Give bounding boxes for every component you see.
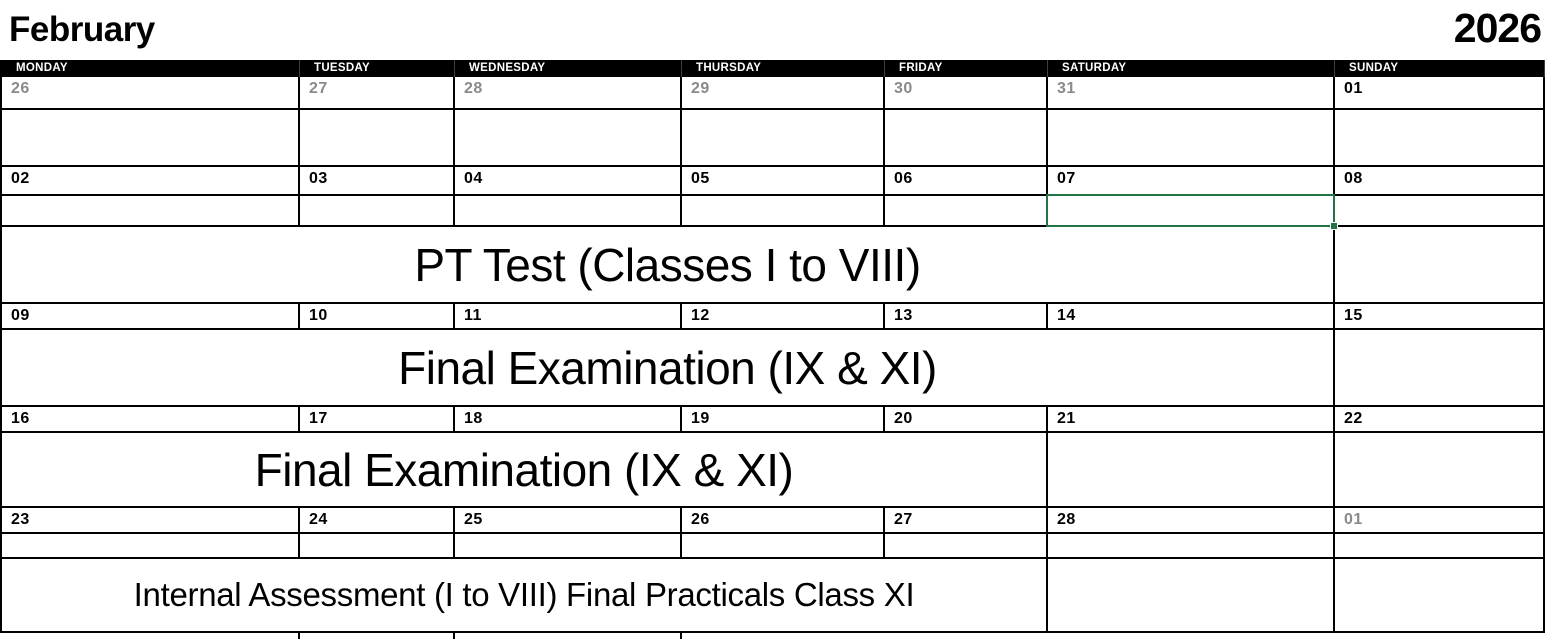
date-cell[interactable]: 09	[2, 304, 300, 328]
week5-blank-row	[2, 534, 1545, 559]
blank-cell[interactable]	[1048, 559, 1335, 631]
week2-blank-row	[2, 196, 1545, 227]
date-cell[interactable]: 30	[885, 77, 1048, 108]
date-cell[interactable]: 16	[2, 407, 300, 431]
date-cell[interactable]: 28	[1048, 508, 1335, 532]
blank-cell[interactable]	[1048, 433, 1335, 506]
blank-cell[interactable]	[1335, 433, 1545, 506]
date-cell[interactable]: 13	[885, 304, 1048, 328]
blank-cell[interactable]	[1335, 534, 1545, 557]
date-cell[interactable]: 07	[1048, 167, 1335, 194]
blank-cell[interactable]	[885, 110, 1048, 165]
date-cell[interactable]: 06	[885, 167, 1048, 194]
blank-cell[interactable]	[682, 196, 885, 225]
blank-cell[interactable]	[455, 196, 682, 225]
day-header-wednesday[interactable]: WEDNESDAY	[455, 60, 682, 77]
day-header-saturday[interactable]: SATURDAY	[1048, 60, 1335, 77]
date-cell[interactable]: 21	[1048, 407, 1335, 431]
date-cell[interactable]: 01	[1335, 508, 1545, 532]
date-cell[interactable]: 08	[1335, 167, 1545, 194]
date-cell[interactable]: 14	[1048, 304, 1335, 328]
date-cell[interactable]: 02	[2, 167, 300, 194]
blank-cell[interactable]	[2, 110, 300, 165]
blank-cell[interactable]	[2, 534, 300, 557]
blank-cell[interactable]	[300, 534, 455, 557]
week4-date-row	[2, 407, 1545, 433]
year-title: 2026	[1453, 5, 1541, 51]
week3-date-row	[2, 304, 1545, 330]
date-cell[interactable]: 22	[1335, 407, 1545, 431]
date-cell[interactable]: 23	[2, 508, 300, 532]
month-title: February	[9, 10, 155, 49]
blank-cell[interactable]	[1048, 534, 1335, 557]
selection-outline	[1046, 194, 1335, 227]
title-bar	[0, 0, 1549, 60]
blank-cell[interactable]	[1335, 330, 1545, 405]
selection-fill-handle[interactable]	[1330, 222, 1338, 230]
event-cell-internal-assessment[interactable]: Internal Assessment (I to VIII) Final Practicals Class XI	[2, 559, 1048, 631]
blank-cell[interactable]	[1335, 196, 1545, 225]
date-cell[interactable]: 05	[682, 167, 885, 194]
day-header-thursday[interactable]: THURSDAY	[682, 60, 885, 77]
blank-cell[interactable]	[1335, 227, 1545, 302]
blank-cell[interactable]	[455, 110, 682, 165]
date-cell[interactable]: 26	[682, 508, 885, 532]
date-cell[interactable]: 11	[455, 304, 682, 328]
day-header-sunday[interactable]: SUNDAY	[1335, 60, 1545, 77]
blank-cell[interactable]	[300, 196, 455, 225]
day-header-friday[interactable]: FRIDAY	[885, 60, 1048, 77]
date-cell[interactable]: 03	[300, 167, 455, 194]
day-header-row	[2, 60, 1545, 77]
date-cell[interactable]: 19	[682, 407, 885, 431]
day-header-monday[interactable]: MONDAY	[2, 60, 300, 77]
date-cell[interactable]: 27	[300, 77, 455, 108]
date-cell[interactable]: 01	[1335, 77, 1545, 108]
blank-cell[interactable]	[682, 110, 885, 165]
date-cell[interactable]: 27	[885, 508, 1048, 532]
week2-date-row	[2, 167, 1545, 196]
week5-date-row	[2, 508, 1545, 534]
blank-cell[interactable]	[1335, 110, 1545, 165]
date-cell[interactable]: 20	[885, 407, 1048, 431]
grid-line-stub	[298, 633, 300, 639]
date-cell[interactable]: 26	[2, 77, 300, 108]
date-cell[interactable]: 25	[455, 508, 682, 532]
grid-line-stub	[680, 633, 682, 639]
blank-cell[interactable]	[1335, 559, 1545, 631]
blank-cell[interactable]	[682, 534, 885, 557]
blank-cell[interactable]	[455, 534, 682, 557]
date-cell[interactable]: 29	[682, 77, 885, 108]
day-header-tuesday[interactable]: TUESDAY	[300, 60, 455, 77]
event-cell-final-exam-1[interactable]: Final Examination (IX & XI)	[2, 330, 1335, 405]
date-cell[interactable]: 10	[300, 304, 455, 328]
blank-cell[interactable]	[300, 110, 455, 165]
week1-blank-row	[2, 110, 1545, 167]
date-cell[interactable]: 28	[455, 77, 682, 108]
date-cell[interactable]: 24	[300, 508, 455, 532]
blank-cell[interactable]	[885, 534, 1048, 557]
grid-line-stub	[453, 633, 455, 639]
date-cell[interactable]: 18	[455, 407, 682, 431]
date-cell[interactable]: 15	[1335, 304, 1545, 328]
week4-event-row	[2, 433, 1545, 508]
calendar-grid	[0, 60, 1545, 633]
blank-cell[interactable]	[885, 196, 1048, 225]
date-cell[interactable]: 17	[300, 407, 455, 431]
date-cell[interactable]: 04	[455, 167, 682, 194]
cutoff-row-strip	[0, 633, 1549, 639]
selected-cell[interactable]	[1048, 196, 1335, 225]
event-cell-final-exam-2[interactable]: Final Examination (IX & XI)	[2, 433, 1048, 506]
date-cell[interactable]: 31	[1048, 77, 1335, 108]
week3-event-row	[2, 330, 1545, 407]
blank-cell[interactable]	[2, 196, 300, 225]
date-cell[interactable]: 12	[682, 304, 885, 328]
week5-event-row	[2, 559, 1545, 633]
week1-date-row	[2, 77, 1545, 110]
blank-cell[interactable]	[1048, 110, 1335, 165]
week2-event-row	[2, 227, 1545, 304]
event-cell-pt-test[interactable]: PT Test (Classes I to VIII)	[2, 227, 1335, 302]
